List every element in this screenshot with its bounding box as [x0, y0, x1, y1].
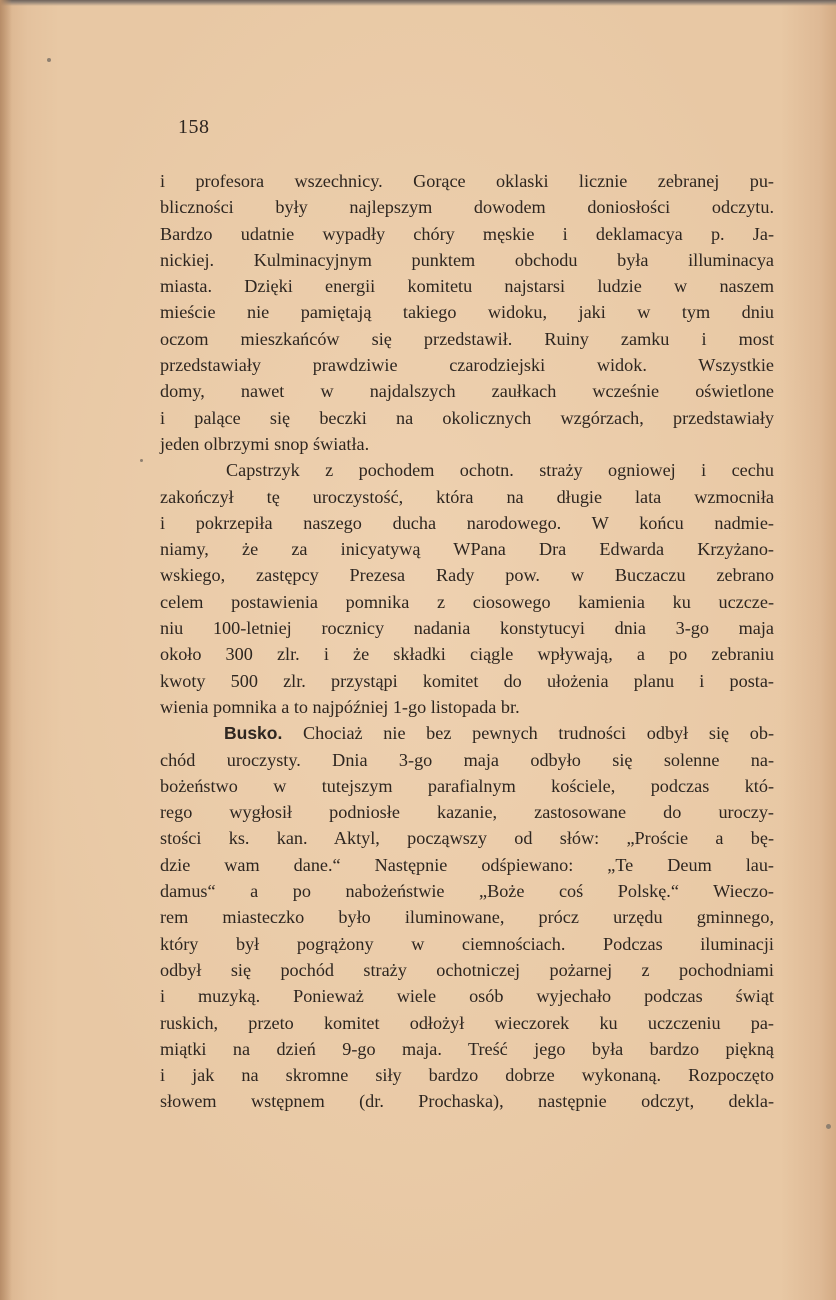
text-line: bożeństwo w tutejszym parafialnym kościele, podczas któ-	[160, 775, 774, 796]
text-line: dzie wam dane.“ Następnie odśpiewano: „Te Deum lau-	[160, 854, 774, 875]
text-line: i pokrzepiła naszego ducha narodowego. W końcu nadmie-	[160, 512, 774, 533]
text-line: odbył się pochód straży ochotniczej pożarnej z pochodniami	[160, 959, 774, 980]
paper-speck	[140, 459, 143, 462]
text-line: niamy, że za inicyatywą WPana Dra Edwarda Krzyżano-	[160, 539, 774, 560]
text-line: oczom mieszkańców się przedstawił. Ruiny zamku i most	[160, 328, 774, 349]
text-line: kwoty 500 zlr. przystąpi komitet do ułożenia planu i posta-	[160, 670, 774, 691]
text-line: chód uroczysty. Dnia 3-go maja odbyło się solenne na-	[160, 749, 774, 770]
text-line: celem postawienia pomnika z ciosowego kamienia ku uczcze-	[160, 591, 774, 612]
text-line: stości ks. kan. Aktyl, począwszy od słów: „Proście a bę-	[160, 828, 774, 849]
paper-speck	[826, 1124, 831, 1129]
text-line: wienia pomnika a to najpóźniej 1-go listopada br.	[160, 696, 520, 717]
paragraph	[160, 457, 774, 720]
text-line: i profesora wszechnicy. Gorące oklaski licznie zebranej pu-	[160, 171, 774, 191]
body-text	[160, 168, 774, 1115]
text-line: słowem wstępnem (dr. Prochaska), następnie odczyt, dekla-	[160, 1091, 774, 1112]
text-line: rem miasteczko było iluminowane, prócz urzędu gminnego,	[160, 907, 774, 928]
paragraph	[160, 720, 774, 1114]
text-line: damus“ a po nabożeństwie „Boże coś Polskę.“ Wieczo-	[160, 881, 774, 902]
text-line: bliczności były najlepszym dowodem doniosłości odczytu.	[160, 197, 774, 218]
text-line: rego wygłosił podniosłe kazanie, zastosowane do uroczy-	[160, 802, 774, 823]
text-line	[160, 720, 774, 746]
text-line: niu 100-letniej rocznicy nadania konstytucyi dnia 3-go maja	[160, 618, 774, 639]
page-top-edge	[0, 0, 836, 6]
text-line: który był pogrążony w ciemnościach. Podczas iluminacji	[160, 933, 774, 954]
place-heading: Busko.	[224, 723, 283, 744]
paper-speck	[47, 58, 51, 62]
text-line: wskiego, zastępcy Prezesa Rady pow. w Buczaczu zebrano	[160, 565, 774, 586]
page-left-edge	[0, 0, 12, 1300]
text-line-content: Chociaż nie bez pewnych trudności odbył się ob-	[282, 723, 774, 744]
text-line: przedstawiały prawdziwie czarodziejski widok. Wszystkie	[160, 355, 774, 376]
text-line: zakończył tę uroczystość, która na długie lata wzmocniła	[160, 486, 774, 507]
text-line: domy, nawet w najdalszych zaułkach wcześnie oświetlone	[160, 381, 774, 402]
text-line: Bardzo udatnie wypadły chóry męskie i deklamacya p. Ja-	[160, 223, 774, 244]
text-line: i muzyką. Ponieważ wiele osób wyjechało podczas świąt	[160, 986, 774, 1007]
text-line: jeden olbrzymi snop światła.	[160, 433, 370, 454]
text-line: miasta. Dzięki energii komitetu najstarsi ludzie w naszem	[160, 276, 774, 297]
text-line: około 300 zlr. i że składki ciągle wpływają, a po zebraniu	[160, 644, 774, 665]
text-line: miątki na dzień 9-go maja. Treść jego była bardzo piękną	[160, 1038, 774, 1059]
text-line: i jak na skromne siły bardzo dobrze wykonaną. Rozpoczęto	[160, 1065, 774, 1086]
paragraph	[160, 168, 774, 457]
text-line: mieście nie pamiętają takiego widoku, jaki w tym dniu	[160, 302, 774, 323]
text-line: Capstrzyk z pochodem ochotn. straży ogniowej i cechu	[226, 460, 774, 481]
page-number: 158	[178, 116, 210, 138]
text-line: ruskich, przeto komitet odłożył wieczorek ku uczczeniu pa-	[160, 1012, 774, 1033]
text-line: i palące się beczki na okolicznych wzgórzach, przedstawiały	[160, 407, 774, 428]
text-line: nickiej. Kulminacyjnym punktem obchodu była illuminacya	[160, 249, 774, 270]
